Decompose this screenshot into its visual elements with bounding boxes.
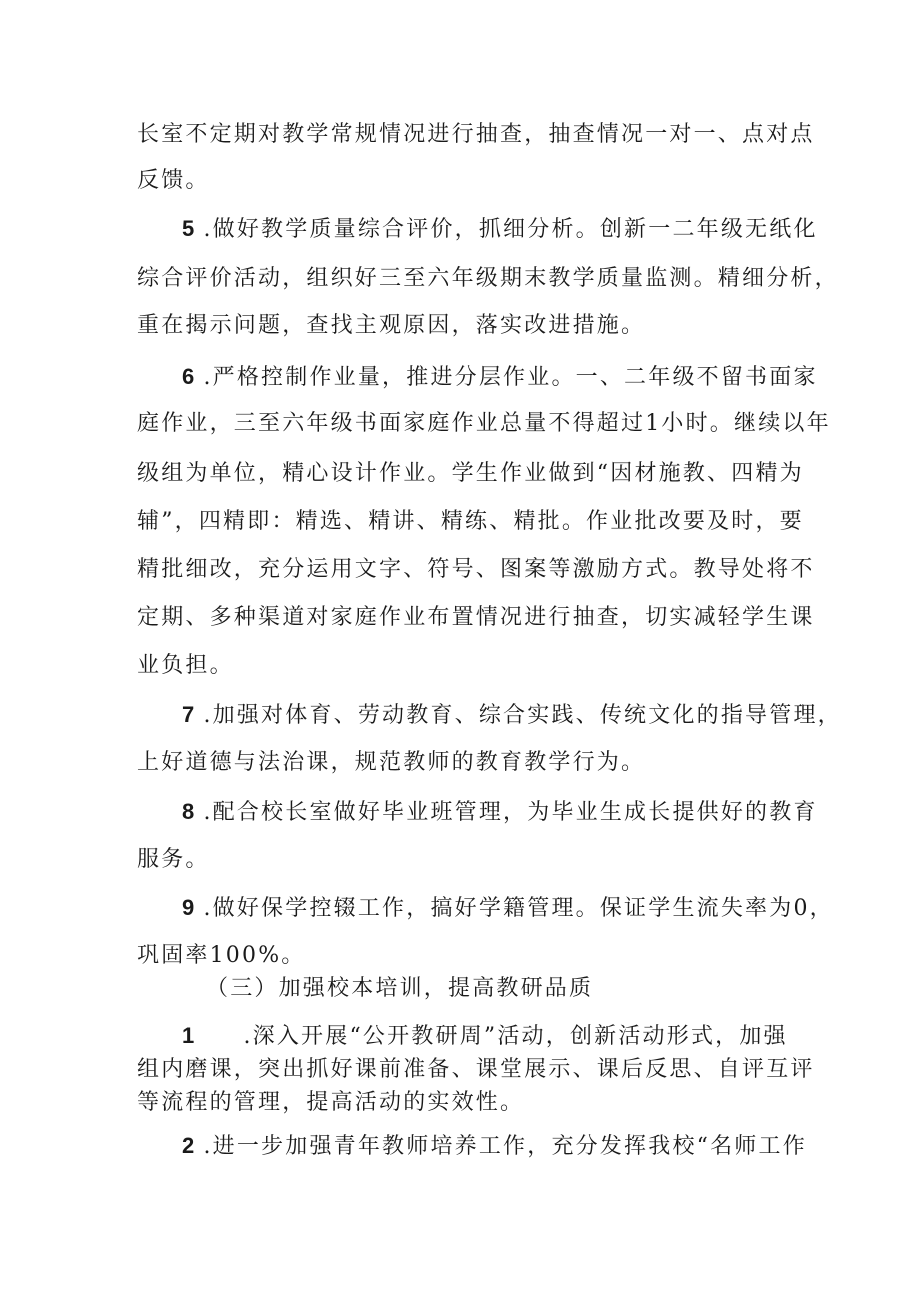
list-item-8-line: [182, 797, 818, 828]
paragraph-line: 级组为单位，精心设计作业。学生作业做到“因材施教、四精为: [137, 461, 804, 486]
list-item-9-line: [182, 893, 834, 924]
item-number: 2: [182, 1133, 195, 1158]
list-item-5-line: [182, 214, 818, 245]
item-number: 9: [182, 895, 195, 920]
section-item-1-line: [182, 1021, 788, 1052]
paragraph-line: 定期、多种渠道对家庭作业布置情况进行抽查，切实减轻学生课: [137, 605, 815, 630]
paragraph-line: 长室不定期对教学常规情况进行抽查，抽查情况一对一、点对点: [137, 122, 815, 147]
paragraph-line: 服务。: [137, 847, 210, 872]
paragraph-line: 重在揭示问题，查找主观原因，落实改进措施。: [137, 313, 646, 338]
list-item-7-line: [182, 700, 842, 731]
paragraph-line: 组内磨课，突出抓好课前准备、课堂展示、课后反思、自评互评: [137, 1057, 815, 1082]
item-text: .做好教学质量综合评价，抓细分析。创新一二年级无纸化: [203, 217, 818, 242]
paragraph-line: 庭作业，三至六年级书面家庭作业总量不得超过1小时。继续以年: [137, 411, 831, 436]
item-text: .深入开展“公开教研周”活动，创新活动形式，加强: [243, 1024, 788, 1049]
item-number: 6: [182, 364, 195, 389]
paragraph-line: 反馈。: [137, 168, 210, 193]
item-text: .做好保学控辍工作，搞好学籍管理。保证学生流失率为0，: [203, 896, 834, 921]
list-item-6-line: [182, 362, 818, 393]
section-heading: （三）加强校本培训，提高教研品质: [206, 976, 594, 1001]
paragraph-line: 巩固率100%。: [137, 943, 306, 968]
item-text: .进一步加强青年教师培养工作，充分发挥我校“名师工作: [203, 1134, 807, 1159]
paragraph-line: 业负担。: [137, 653, 234, 678]
item-text: .加强对体育、劳动教育、综合实践、传统文化的指导管理，: [203, 703, 842, 728]
item-number: 8: [182, 799, 195, 824]
paragraph-line: 上好道德与法治课，规范教师的教育教学行为。: [137, 750, 646, 775]
section-item-2-line: [182, 1131, 807, 1162]
item-text: .配合校长室做好毕业班管理，为毕业生成长提供好的教育: [203, 800, 818, 825]
paragraph-line: 综合评价活动，组织好三至六年级期末教学质量监测。精细分析，: [137, 266, 839, 291]
item-number: 5: [182, 216, 195, 241]
item-number: 1: [182, 1023, 195, 1048]
paragraph-line: 等流程的管理，提高活动的实效性。: [137, 1090, 525, 1115]
paragraph-line: 精批细改，充分运用文字、符号、图案等激励方式。教导处将不: [137, 557, 815, 582]
paragraph-line: 辅”，四精即：精选、精讲、精练、精批。作业批改要及时，要: [137, 509, 804, 534]
item-number: 7: [182, 702, 195, 727]
item-text: .严格控制作业量，推进分层作业。一、二年级不留书面家: [203, 365, 818, 390]
